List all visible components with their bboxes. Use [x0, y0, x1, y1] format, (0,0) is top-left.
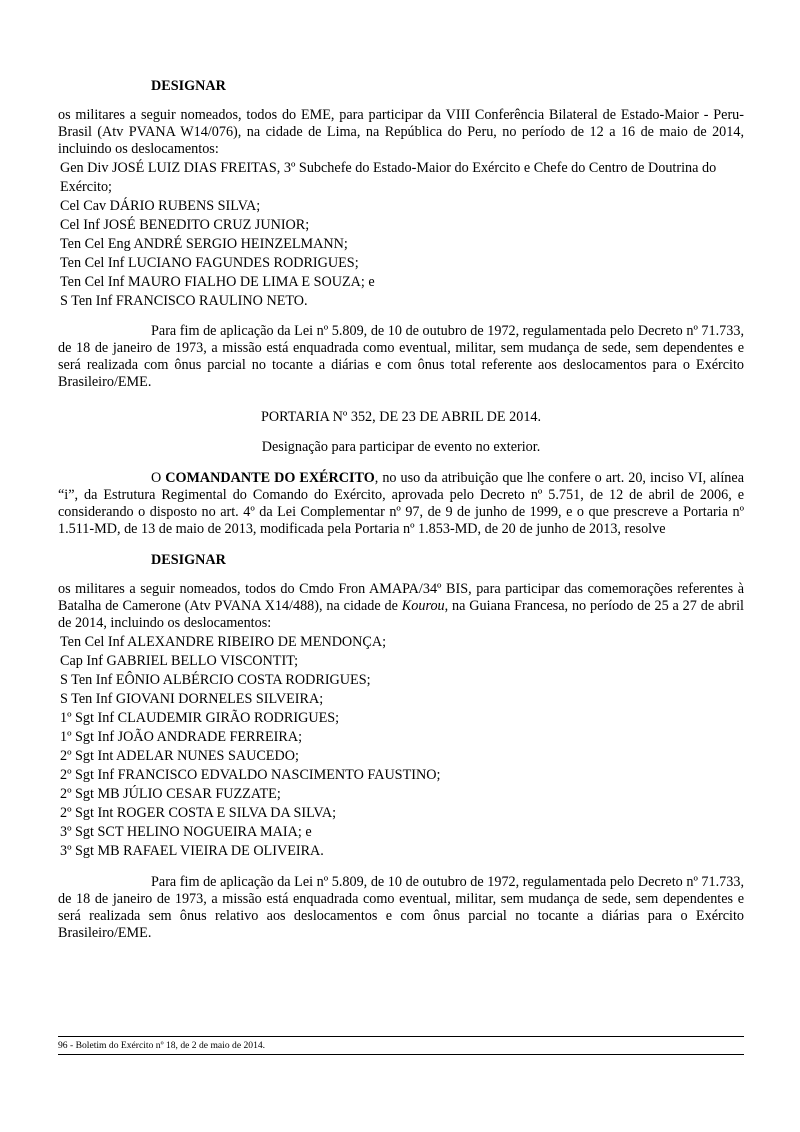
section2-intro-part2: , na Guiana Francesa, no período de 25 a 27 de abril de 2014, incluindo os deslocamentos: [58, 598, 744, 631]
preamble-lead: O [151, 470, 166, 486]
list-item: Ten Cel Inf MAURO FIALHO DE LIMA E SOUZA; e [60, 274, 375, 290]
section2-member-list [60, 633, 744, 861]
list-item: 1º Sgt Inf CLAUDEMIR GIRÃO RODRIGUES; [60, 710, 340, 726]
portaria-subtitle: Designação para participar de evento no exterior. [261, 439, 541, 455]
document-page [58, 78, 744, 942]
preamble-text: , no uso da atribuição que lhe confere o art. 20, inciso VI, alínea “i”, da Estrutura Regimental do Comando do Exército, aprovada pelo Decreto nº 5.751, de 12 de abril de 2006, e considerando o disposto no art. 4º da Lei Complementar nº 97, de 9 de junho de 1999, e o que prescreve a Portaria nº 1.511-MD, de 13 de maio de 2013, modificada pela Portaria nº 1.853-MD, de 20 de junho de 2013, resolve [58, 470, 744, 537]
list-item: 1º Sgt Inf JOÃO ANDRADE FERREIRA; [60, 729, 303, 745]
list-item: Gen Div JOSÉ LUIZ DIAS FREITAS, 3º Subchefe do Estado-Maior do Exército e Chefe do Centro de Doutrina do Exército; [60, 160, 717, 195]
section1-intro: os militares a seguir nomeados, todos do EME, para participar da VIII Conferência Bilateral de Estado-Maior - Peru-Brasil (Atv PVANA W14/076), na cidade de Lima, na República do Peru, no período de 12 a 16 de maio de 2014, incluindo os deslocamentos: [58, 107, 744, 157]
list-item: S Ten Inf FRANCISCO RAULINO NETO. [60, 293, 308, 309]
section1-closing: Para fim de aplicação da Lei nº 5.809, de 10 de outubro de 1972, regulamentada pelo Decreto nº 71.733, de 18 de janeiro de 1973, a missão está enquadrada como eventual, militar, sem mudança de sede, sem dependentes e será realizada com ônus parcial no tocante a diárias e com ônus total referente aos deslocamentos para o Exército Brasileiro/EME. [58, 323, 744, 390]
portaria-title: PORTARIA Nº 352, DE 23 DE ABRIL DE 2014. [260, 409, 542, 425]
section2-heading: DESIGNAR [151, 552, 226, 568]
list-item: S Ten Inf EÔNIO ALBÉRCIO COSTA RODRIGUES; [60, 672, 371, 688]
list-item: 3º Sgt SCT HELINO NOGUEIRA MAIA; e [60, 824, 312, 840]
list-item: 2º Sgt Int ADELAR NUNES SAUCEDO; [60, 748, 299, 764]
list-item: 2º Sgt Inf FRANCISCO EDVALDO NASCIMENTO FAUSTINO; [60, 767, 441, 783]
list-item: Cap Inf GABRIEL BELLO VISCONTIT; [60, 653, 299, 669]
list-item: Ten Cel Inf LUCIANO FAGUNDES RODRIGUES; [60, 255, 359, 271]
list-item: 2º Sgt Int ROGER COSTA E SILVA DA SILVA; [60, 805, 337, 821]
list-item: 3º Sgt MB RAFAEL VIEIRA DE OLIVEIRA. [60, 843, 324, 859]
list-item: Ten Cel Inf ALEXANDRE RIBEIRO DE MENDONÇA; [60, 634, 387, 650]
section1-heading: DESIGNAR [151, 78, 226, 94]
list-item: S Ten Inf GIOVANI DORNELES SILVEIRA; [60, 691, 324, 707]
preamble-authority: COMANDANTE DO EXÉRCITO [165, 470, 375, 486]
list-item: 2º Sgt MB JÚLIO CESAR FUZZATE; [60, 786, 281, 802]
list-item: Ten Cel Eng ANDRÉ SERGIO HEINZELMANN; [60, 236, 348, 252]
list-item: Cel Inf JOSÉ BENEDITO CRUZ JUNIOR; [60, 217, 310, 233]
section1-member-list [60, 159, 744, 311]
section2-closing: Para fim de aplicação da Lei nº 5.809, de 10 de outubro de 1972, regulamentada pelo Decreto nº 71.733, de 18 de janeiro de 1973, a missão está enquadrada como eventual, militar, sem mudança de sede, sem dependentes e será realizada sem ônus relativo aos deslocamentos e com ônus parcial no tocante a diárias para o Exército Brasileiro/EME. [58, 874, 744, 941]
page-footer: 96 - Boletim do Exército nº 18, de 2 de maio de 2014. [58, 1036, 744, 1055]
section2-intro-city: Kourou [401, 598, 445, 614]
portaria-preamble [58, 470, 744, 538]
section2-intro [58, 581, 744, 632]
section2-intro-part1: os militares a seguir nomeados, todos do Cmdo Fron AMAPA/34º BIS, para participar das comemorações referentes à Batalha de Camerone (Atv PVANA X14/488), na cidade de [58, 581, 744, 614]
list-item: Cel Cav DÁRIO RUBENS SILVA; [60, 198, 261, 214]
